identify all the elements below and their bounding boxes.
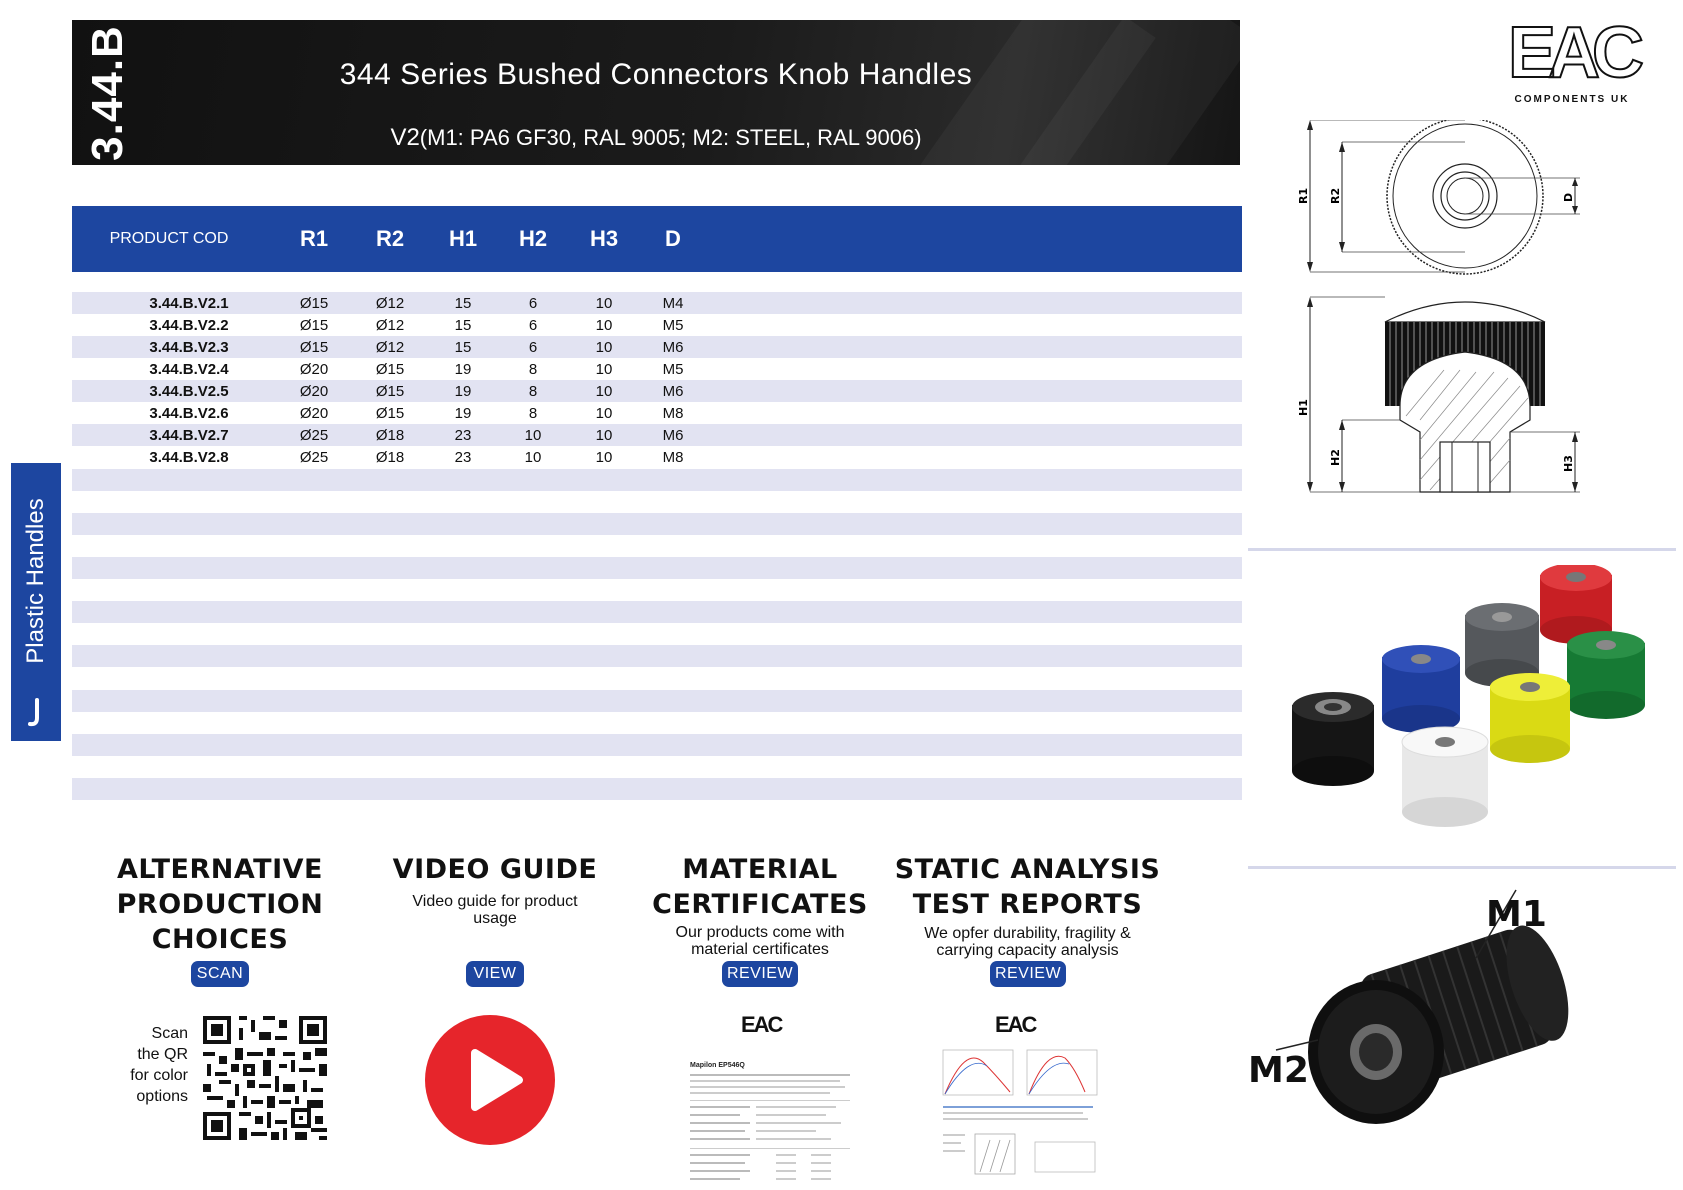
technical-drawing <box>1280 120 1620 505</box>
category-side-tab[interactable] <box>11 463 61 741</box>
table-row: 3.44.B.V2.7 Ø25 Ø18 23 10 10 M6 <box>149 427 684 444</box>
row-stripe <box>72 601 1242 623</box>
category-label: Plastic Handles <box>22 498 49 664</box>
page-subtitle <box>72 124 1240 152</box>
dim-label-h2: H2 <box>1329 449 1342 466</box>
scan-button[interactable]: SCAN <box>191 961 249 987</box>
subtitle-version: V2 <box>390 124 420 151</box>
material-photo <box>1248 880 1678 1180</box>
view-button[interactable]: VIEW <box>466 961 524 987</box>
table-header <box>72 206 1242 272</box>
static-analysis-description: We opfer durability, fragility & carrying capacity analysis <box>924 925 1131 959</box>
col-header-r1: R1 <box>299 226 329 251</box>
col-header-h2: H2 <box>518 226 548 251</box>
green-knob <box>1567 631 1645 719</box>
material-description: Our products come with material certificates <box>675 924 845 958</box>
material-title: MATERIAL CERTIFICATES <box>652 854 868 920</box>
eac-logo: EAC COMPONENTS UK <box>1507 13 1636 105</box>
row-stripe <box>72 690 1242 712</box>
dim-label-r2: R2 <box>1329 187 1342 204</box>
play-icon[interactable] <box>425 1015 555 1145</box>
table-row: 3.44.B.V2.1 Ø15 Ø12 15 6 10 M4 <box>149 295 684 312</box>
row-stripe <box>72 557 1242 579</box>
page-title: 344 Series Bushed Connectors Knob Handles <box>339 58 973 91</box>
col-header-d: D <box>665 226 681 251</box>
material-review-button[interactable]: REVIEW <box>722 961 798 987</box>
drawing-side-view <box>1297 297 1580 492</box>
report-charts <box>935 1044 1110 1184</box>
row-stripe <box>72 734 1242 756</box>
test-report-thumbnail[interactable] <box>935 1008 1110 1190</box>
qr-instructions: Scan the QR for color options <box>130 1025 188 1105</box>
col-header-r2: R2 <box>375 226 405 251</box>
static-review-button[interactable]: REVIEW <box>990 961 1066 987</box>
table-row: 3.44.B.V2.8 Ø25 Ø18 23 10 10 M8 <box>149 449 684 466</box>
dim-label-h3: H3 <box>1562 455 1575 472</box>
table-row: 3.44.B.V2.2 Ø15 Ø12 15 6 10 M5 <box>149 317 684 334</box>
header-banner <box>72 20 1240 165</box>
divider <box>1248 548 1676 551</box>
table-row: 3.44.B.V2.4 Ø20 Ø15 19 8 10 M5 <box>149 361 684 378</box>
alternative-title: ALTERNATIVE PRODUCTION CHOICES <box>116 854 324 955</box>
row-stripe <box>72 778 1242 800</box>
yellow-knob <box>1490 673 1570 763</box>
video-description: Video guide for product usage <box>412 893 578 927</box>
col-header-product-code: PRODUCT COD <box>109 230 229 247</box>
certificate-heading: Mapilon EP546Q <box>690 1062 745 1069</box>
handle-icon <box>27 698 45 728</box>
series-code: 3.44.B <box>83 24 132 161</box>
subtitle-detail: (M1: PA6 GF30, RAL 9005; M2: STEEL, RAL 9006) <box>419 125 922 150</box>
static-analysis-title: STATIC ANALYSIS TEST REPORTS <box>894 854 1161 920</box>
col-header-h1: H1 <box>448 226 478 251</box>
label-m1: M1 <box>1486 894 1547 935</box>
white-knob <box>1402 727 1488 827</box>
label-m2: M2 <box>1248 1050 1309 1091</box>
dim-label-r1: R1 <box>1297 187 1310 204</box>
dim-label-d: D <box>1562 192 1575 202</box>
row-stripe <box>72 645 1242 667</box>
dim-label-h1: H1 <box>1297 399 1310 416</box>
certificate-thumbnail[interactable] <box>686 1008 851 1190</box>
black-knob <box>1292 692 1374 786</box>
color-variants-photo <box>1270 565 1660 850</box>
blue-knob <box>1382 645 1460 733</box>
row-stripe <box>72 469 1242 491</box>
divider <box>1248 866 1676 869</box>
certificate-logo: EAC <box>741 1012 782 1037</box>
table-row: 3.44.B.V2.5 Ø20 Ø15 19 8 10 M6 <box>149 383 684 400</box>
row-stripe <box>72 513 1242 535</box>
col-header-h3: H3 <box>589 226 619 251</box>
drawing-top-view <box>1297 120 1580 274</box>
qr-code[interactable] <box>199 1012 331 1144</box>
report-logo: EAC <box>995 1012 1036 1037</box>
table-row: 3.44.B.V2.3 Ø15 Ø12 15 6 10 M6 <box>149 339 684 356</box>
table-row: 3.44.B.V2.6 Ø20 Ø15 19 8 10 M8 <box>149 405 684 422</box>
video-title: VIDEO GUIDE <box>392 854 598 885</box>
